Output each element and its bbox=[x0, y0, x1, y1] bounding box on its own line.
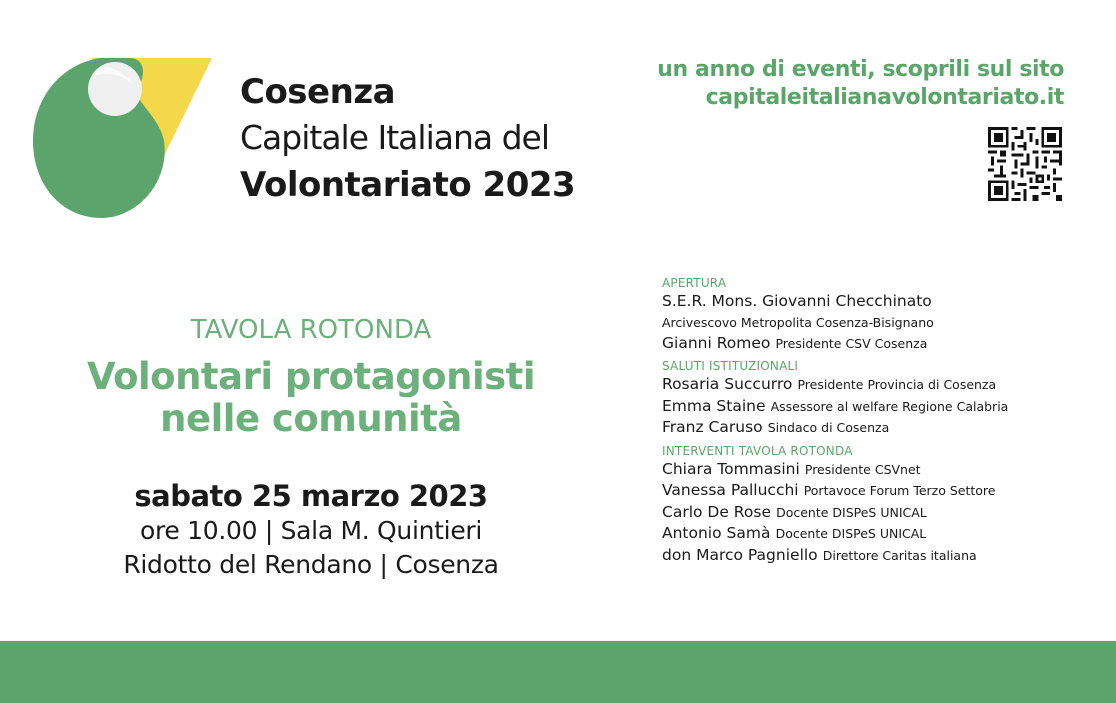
speaker-entry bbox=[662, 459, 1102, 481]
event-time-place: ore 10.00 | Sala M. Quintieri bbox=[139, 516, 483, 545]
speaker-role: Docente DISPeS UNICAL bbox=[775, 526, 927, 541]
speaker-name: Vanessa Pallucchi bbox=[662, 481, 799, 499]
title-subtitle: Capitale Italiana del bbox=[240, 118, 549, 157]
speaker-role: Assessore al welfare Regione Calabria bbox=[770, 398, 1009, 414]
event-title-line1: Volontari protagonisti bbox=[86, 355, 536, 398]
program bbox=[662, 276, 1102, 566]
speaker-entry bbox=[662, 480, 1102, 502]
speaker-name: Rosaria Succurro bbox=[662, 375, 793, 393]
speaker-name: Carlo De Rose bbox=[662, 502, 771, 521]
speaker-entry bbox=[662, 523, 1102, 545]
speaker-role: Arcivescovo Metropolita Cosenza-Bisignano bbox=[662, 314, 934, 330]
speaker-name: Antonio Samà bbox=[662, 524, 771, 542]
speaker-role: Presidente Provincia di Cosenza bbox=[797, 377, 997, 392]
speaker-role: Sindaco di Cosenza bbox=[767, 420, 890, 435]
event-title bbox=[40, 356, 582, 440]
speaker-name: S.E.R. Mons. Giovanni Checchinato bbox=[662, 292, 932, 310]
section-heading-talks: INTERVENTI TAVOLA ROTONDA bbox=[662, 443, 853, 458]
speaker-name: Chiara Tommasini bbox=[662, 459, 800, 478]
event-date: sabato 25 marzo 2023 bbox=[134, 479, 488, 513]
website-link[interactable]: capitaleitalianavolontariato.it bbox=[705, 85, 1064, 110]
speaker-role: Presidente CSV Cosenza bbox=[775, 335, 928, 351]
capitale-volontariato-logo bbox=[30, 55, 215, 225]
section-heading-opening: APERTURA bbox=[662, 276, 727, 290]
speaker-entry bbox=[662, 417, 1102, 439]
tagline-text: un anno di eventi, scoprili sul sito bbox=[657, 57, 1064, 82]
section-heading-greetings: SALUTI ISTITUZIONALI bbox=[662, 359, 799, 373]
speaker-name: Emma Staine bbox=[662, 396, 766, 415]
speaker-name: Franz Caruso bbox=[662, 418, 763, 436]
speaker-name: Gianni Romeo bbox=[662, 333, 771, 352]
title-block bbox=[240, 70, 575, 208]
speaker-entry bbox=[662, 333, 1102, 355]
speaker-role: Presidente CSVnet bbox=[804, 461, 921, 477]
tagline bbox=[657, 56, 1064, 112]
event-title-line2: nelle comunità bbox=[160, 397, 462, 440]
speaker-entry bbox=[662, 374, 1102, 396]
event-venue: Ridotto del Rendano | Cosenza bbox=[123, 550, 499, 579]
speaker-role: Direttore Caritas italiana bbox=[822, 547, 977, 563]
speaker-role: Docente DISPeS UNICAL bbox=[776, 504, 927, 520]
speaker-name: don Marco Pagniello bbox=[662, 545, 818, 564]
speaker-entry bbox=[662, 545, 1102, 567]
speaker-entry bbox=[662, 502, 1102, 524]
speaker-entry bbox=[662, 396, 1102, 418]
title-volontariato: Volontariato 2023 bbox=[240, 165, 576, 205]
footer-bar bbox=[0, 641, 1116, 703]
title-city: Cosenza bbox=[240, 72, 396, 112]
speaker-role: Portavoce Forum Terzo Settore bbox=[803, 483, 996, 498]
speaker-entry bbox=[662, 291, 1102, 312]
qr-code-icon[interactable] bbox=[988, 127, 1062, 201]
event-kicker: TAVOLA ROTONDA bbox=[190, 315, 432, 345]
